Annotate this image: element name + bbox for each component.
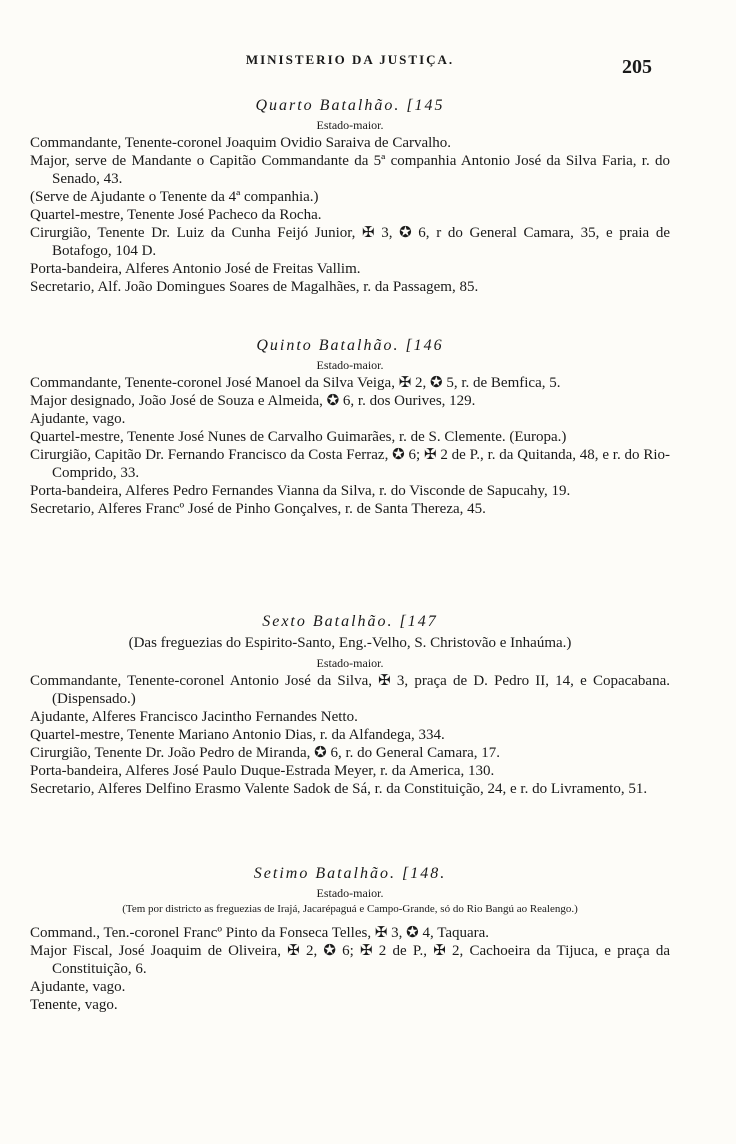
entry: Commandante, Tenente-coronel Joaquim Ovidio Saraiva de Carvalho. (30, 135, 452, 151)
section-number: [145 (406, 97, 445, 114)
section-sexto-batalhao (30, 612, 670, 798)
entry: Quartel-mestre, Tenente José Nunes de Carvalho Guimarães, r. de S. Clemente. (Europa.) (30, 429, 567, 445)
entry: Secretario, Alferes Francº José de Pinho Gonçalves, r. de Santa Thereza, 45. (30, 501, 486, 517)
entry: Cirurgião, Tenente Dr. Luiz da Cunha Feijó Junior, ✠ 3, ✪ 6, r do General Camara, 35, e praia de Botafogo, 104 D. (30, 225, 670, 259)
entry: Quartel-mestre, Tenente Mariano Antonio Dias, r. da Alfandega, 334. (30, 727, 445, 743)
section-title-text: Setimo Batalhão. (253, 865, 396, 882)
section-subtitle: Estado-maior. (316, 358, 384, 372)
section-title (30, 336, 670, 356)
entry: Ajudante, vago. (30, 411, 126, 427)
entry: Major, serve de Mandante o Capitão Commandante da 5ª companhia Antonio José da Silva Faria, r. do Senado, 43. (30, 153, 670, 187)
section-title (30, 96, 670, 116)
entry: Ajudante, vago. (30, 979, 126, 995)
section-subtitle: Estado-maior. (316, 118, 384, 132)
entry: Commandante, Tenente-coronel José Manoel da Silva Veiga, ✠ 2, ✪ 5, r. de Bemfica, 5. (30, 375, 561, 391)
entry: Secretario, Alf. João Domingues Soares de Magalhães, r. da Passagem, 85. (30, 279, 479, 295)
entry: Porta-bandeira, Alferes Antonio José de Freitas Vallim. (30, 261, 361, 277)
section-title-text: Quinto Batalhão. (256, 337, 400, 354)
section-number: [147 (399, 613, 438, 630)
section-title-text: Quarto Batalhão. (255, 97, 401, 114)
entry: Quartel-mestre, Tenente José Pacheco da Rocha. (30, 207, 322, 223)
section-setimo-batalhao (30, 864, 670, 1014)
entry: Command., Ten.-coronel Francº Pinto da Fonseca Telles, ✠ 3, ✪ 4, Taquara. (30, 925, 490, 941)
section-quarto-batalhao (30, 96, 670, 296)
section-title-text: Sexto Batalhão. (262, 613, 394, 630)
entry: Cirurgião, Tenente Dr. João Pedro de Miranda, ✪ 6, r. do General Camara, 17. (30, 745, 501, 761)
running-head: MINISTERIO DA JUSTIÇA. (245, 52, 455, 67)
section-quinto-batalhao (30, 336, 670, 518)
entry: Porta-bandeira, Alferes José Paulo Duque-Estrada Meyer, r. da America, 130. (30, 763, 495, 779)
entry: (Serve de Ajudante o Tenente da 4ª companhia.) (30, 189, 319, 205)
section-subtitle: Estado-maior. (316, 886, 384, 900)
section-title (30, 864, 670, 884)
section-note: (Das freguezias do Espirito-Santo, Eng.-Velho, S. Christovão e Inhaúma.) (128, 635, 572, 651)
page-number: 205 (622, 56, 652, 78)
entry: Major designado, João José de Souza e Almeida, ✪ 6, r. dos Ourives, 129. (30, 393, 476, 409)
entry: Ajudante, Alferes Francisco Jacintho Fernandes Netto. (30, 709, 358, 725)
section-title (30, 612, 670, 632)
section-subtitle: Estado-maior. (316, 656, 384, 670)
entry: Commandante, Tenente-coronel Antonio José da Silva, ✠ 3, praça de D. Pedro II, 14, e Copacabana. (Dispensado.) (30, 673, 670, 707)
entry: Tenente, vago. (30, 997, 118, 1013)
section-note: (Tem por districto as freguezias de Irajá, Jacarépaguá e Campo-Grande, só do Rio Bangú ao Realengo.) (122, 903, 578, 915)
entry: Cirurgião, Capitão Dr. Fernando Francisco da Costa Ferraz, ✪ 6; ✠ 2 de P., r. da Quitanda, 48, e r. do Rio-Comprido, 33. (30, 447, 670, 481)
entry: Secretario, Alferes Delfino Erasmo Valente Sadok de Sá, r. da Constituição, 24, e r. do Livramento, 51. (30, 781, 648, 797)
section-number: [148. (401, 865, 447, 882)
section-number: [146 (405, 337, 444, 354)
entry: Porta-bandeira, Alferes Pedro Fernandes Vianna da Silva, r. do Visconde de Sapucahy, 19. (30, 483, 571, 499)
entry: Major Fiscal, José Joaquim de Oliveira, ✠ 2, ✪ 6; ✠ 2 de P., ✠ 2, Cachoeira da Tijuca, e praça da Constituição, 6. (30, 943, 670, 977)
